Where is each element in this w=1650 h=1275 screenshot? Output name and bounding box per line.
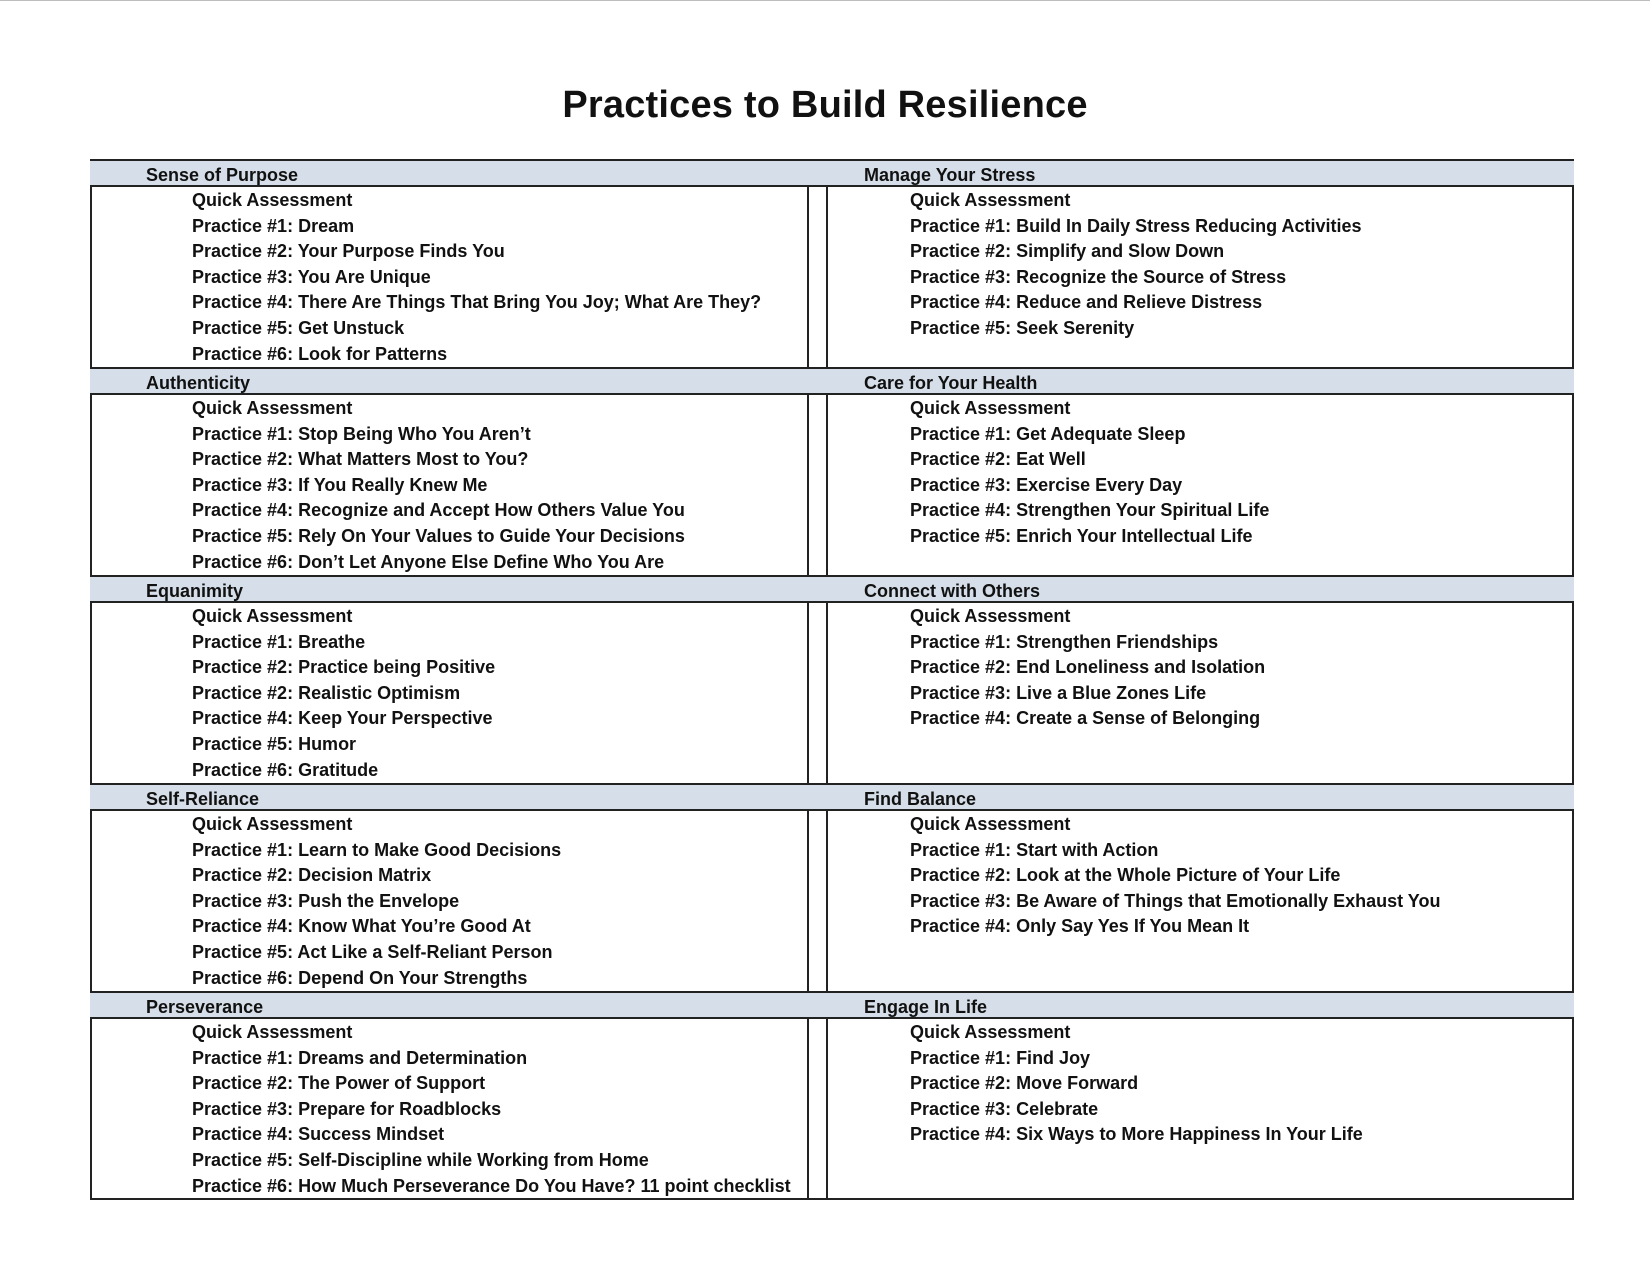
list-item: Practice #1: Dream bbox=[192, 215, 355, 236]
list-item: Practice #4: Keep Your Perspective bbox=[192, 708, 493, 729]
section-heading: Connect with Others bbox=[864, 581, 1041, 601]
practice-list bbox=[910, 812, 1440, 940]
list-item: Practice #1: Stop Being Who You Aren’t bbox=[192, 423, 531, 444]
list-item: Practice #3: Push the Envelope bbox=[192, 890, 460, 911]
section-header-perseverance bbox=[90, 991, 809, 1019]
list-item: Practice #5: Get Unstuck bbox=[192, 317, 405, 338]
list-item: Practice #5: Seek Serenity bbox=[910, 317, 1135, 338]
list-item: Practice #6: Don’t Let Anyone Else Define Who You Are bbox=[192, 551, 665, 572]
section-heading: Self-Reliance bbox=[146, 789, 260, 809]
section-heading: Sense of Purpose bbox=[146, 165, 299, 185]
list-item: Practice #1: Dreams and Determination bbox=[192, 1047, 528, 1068]
list-item: Practice #4: Six Ways to More Happiness In Your Life bbox=[910, 1124, 1363, 1145]
section-heading: Equanimity bbox=[146, 581, 244, 601]
list-item: Practice #1: Build In Daily Stress Reducing Activities bbox=[910, 215, 1362, 236]
list-item: Quick Assessment bbox=[192, 398, 353, 418]
list-item: Practice #6: How Much Perseverance Do You Have? 11 point checklist bbox=[192, 1175, 791, 1196]
list-item: Practice #2: Realistic Optimism bbox=[192, 682, 461, 703]
practice-list bbox=[192, 812, 561, 991]
practice-list bbox=[910, 1020, 1363, 1148]
list-item: Quick Assessment bbox=[192, 190, 353, 210]
page-title: Practices to Build Resilience bbox=[562, 84, 1088, 126]
practice-list bbox=[192, 604, 495, 783]
list-item: Quick Assessment bbox=[910, 398, 1071, 418]
list-item: Practice #6: Look for Patterns bbox=[192, 343, 448, 364]
list-item: Practice #3: Celebrate bbox=[910, 1098, 1099, 1119]
list-item: Practice #3: Recognize the Source of Stress bbox=[910, 266, 1287, 287]
list-item: Practice #1: Learn to Make Good Decisions bbox=[192, 839, 562, 860]
list-item: Quick Assessment bbox=[910, 1022, 1071, 1042]
practice-list bbox=[192, 188, 761, 367]
section-header-find-balance bbox=[807, 783, 1574, 811]
list-item: Practice #2: End Loneliness and Isolation bbox=[910, 657, 1266, 678]
list-item: Practice #2: Eat Well bbox=[910, 449, 1086, 470]
section-header-manage-your-stress bbox=[807, 159, 1574, 187]
section-header-engage-in-life bbox=[807, 991, 1574, 1019]
section-heading: Authenticity bbox=[146, 373, 251, 393]
list-item: Practice #4: Strengthen Your Spiritual Life bbox=[910, 500, 1270, 521]
list-item: Practice #2: What Matters Most to You? bbox=[192, 449, 529, 470]
list-item: Practice #2: Move Forward bbox=[910, 1073, 1139, 1094]
practice-list bbox=[192, 1020, 791, 1199]
list-item: Practice #4: Success Mindset bbox=[192, 1124, 445, 1145]
list-item: Practice #4: Recognize and Accept How Others Value You bbox=[192, 500, 685, 521]
section-heading: Perseverance bbox=[146, 997, 264, 1017]
list-item: Practice #3: Be Aware of Things that Emotionally Exhaust You bbox=[910, 890, 1441, 911]
list-item: Practice #5: Act Like a Self-Reliant Person bbox=[192, 941, 553, 962]
practice-list bbox=[910, 604, 1265, 732]
list-item: Practice #5: Enrich Your Intellectual Life bbox=[910, 525, 1253, 546]
list-item: Quick Assessment bbox=[910, 190, 1071, 210]
section-header-connect-with-others bbox=[807, 575, 1574, 603]
list-item: Practice #4: Reduce and Relieve Distress bbox=[910, 292, 1263, 313]
section-heading: Find Balance bbox=[864, 789, 977, 809]
list-item: Practice #3: Prepare for Roadblocks bbox=[192, 1098, 502, 1119]
list-item: Practice #6: Depend On Your Strengths bbox=[192, 967, 528, 988]
list-item: Practice #3: If You Really Knew Me bbox=[192, 474, 488, 495]
list-item: Quick Assessment bbox=[192, 1022, 353, 1042]
section-header-sense-of-purpose bbox=[90, 159, 809, 187]
list-item: Practice #3: You Are Unique bbox=[192, 266, 431, 287]
list-item: Practice #2: Look at the Whole Picture of Your Life bbox=[910, 865, 1341, 886]
list-item: Practice #6: Gratitude bbox=[192, 759, 379, 780]
practice-list bbox=[910, 188, 1362, 342]
list-item: Practice #5: Self-Discipline while Working from Home bbox=[192, 1149, 649, 1170]
list-item: Practice #2: The Power of Support bbox=[192, 1073, 486, 1094]
list-item: Practice #2: Practice being Positive bbox=[192, 657, 496, 678]
list-item: Quick Assessment bbox=[192, 814, 353, 834]
list-item: Quick Assessment bbox=[910, 606, 1071, 626]
column-divider bbox=[807, 159, 809, 1200]
list-item: Practice #2: Decision Matrix bbox=[192, 865, 432, 886]
section-header-authenticity bbox=[90, 367, 809, 395]
list-item: Practice #4: Know What You’re Good At bbox=[192, 916, 531, 937]
list-item: Practice #4: Create a Sense of Belonging bbox=[910, 708, 1261, 729]
list-item: Practice #1: Strengthen Friendships bbox=[910, 631, 1219, 652]
list-item: Practice #5: Rely On Your Values to Guide Your Decisions bbox=[192, 525, 685, 546]
list-item: Practice #2: Simplify and Slow Down bbox=[910, 241, 1225, 262]
list-item: Practice #2: Your Purpose Finds You bbox=[192, 241, 505, 262]
list-item: Practice #1: Breathe bbox=[192, 631, 366, 652]
section-header-equanimity bbox=[90, 575, 809, 603]
list-item: Practice #5: Humor bbox=[192, 733, 357, 754]
section-header-care-for-your-health bbox=[807, 367, 1574, 395]
list-item: Practice #1: Get Adequate Sleep bbox=[910, 423, 1186, 444]
section-heading: Care for Your Health bbox=[864, 373, 1038, 393]
list-item: Practice #4: There Are Things That Bring You Joy; What Are They? bbox=[192, 292, 762, 313]
list-item: Practice #1: Find Joy bbox=[910, 1047, 1091, 1068]
section-heading: Engage In Life bbox=[864, 997, 988, 1017]
list-item: Practice #1: Start with Action bbox=[910, 839, 1159, 860]
list-item: Quick Assessment bbox=[910, 814, 1071, 834]
practice-list bbox=[192, 396, 685, 575]
section-heading: Manage Your Stress bbox=[864, 165, 1036, 185]
top-rule bbox=[0, 0, 1650, 1]
list-item: Practice #3: Exercise Every Day bbox=[910, 474, 1183, 495]
section-header-self-reliance bbox=[90, 783, 809, 811]
column-divider-inner bbox=[826, 187, 828, 1200]
list-item: Quick Assessment bbox=[192, 606, 353, 626]
list-item: Practice #4: Only Say Yes If You Mean It bbox=[910, 916, 1250, 937]
practice-list bbox=[910, 396, 1269, 550]
list-item: Practice #3: Live a Blue Zones Life bbox=[910, 682, 1207, 703]
